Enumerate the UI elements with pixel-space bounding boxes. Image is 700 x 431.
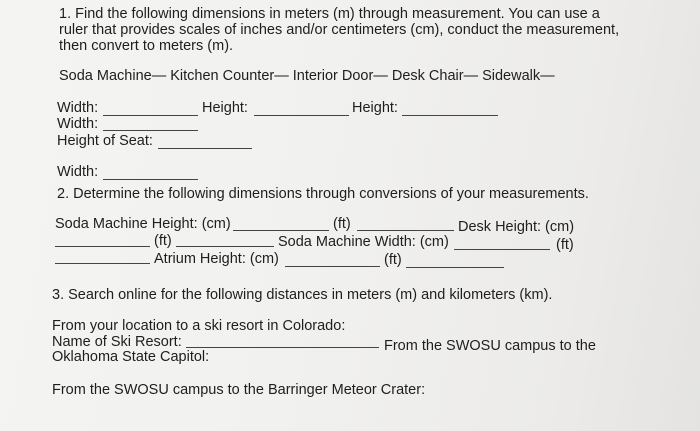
q2-ft-label-3: (ft) bbox=[556, 237, 574, 253]
q1-prompt-line-2: ruler that provides scales of inches and/or centimeters (cm), conduct the measurement, bbox=[59, 22, 620, 38]
q2-soda-height-ft-blank[interactable] bbox=[357, 230, 454, 231]
q3-ski-resort-from: From your location to a ski resort in Colorado: bbox=[52, 318, 346, 334]
q2-ft-label-1: (ft) bbox=[333, 216, 351, 232]
q3-ski-resort-name-blank[interactable] bbox=[186, 347, 379, 348]
q2-atrium-height-ft-blank[interactable] bbox=[406, 267, 504, 268]
q3-meteor-crater: From the SWOSU campus to the Barringer Meteor Crater: bbox=[52, 382, 426, 398]
q1-width-blank-3[interactable] bbox=[103, 179, 198, 180]
q1-height-label-1: Height: bbox=[202, 100, 248, 116]
q1-width-label-3: Width: bbox=[57, 164, 99, 180]
q2-desk-height-cm-label: Desk Height: (cm) bbox=[458, 219, 575, 235]
q2-soda-width-ft-blank[interactable] bbox=[55, 263, 150, 264]
q2-atrium-height-cm-blank[interactable] bbox=[285, 266, 380, 267]
q2-soda-height-cm-label: Soda Machine Height: (cm) bbox=[55, 216, 231, 232]
q1-width-label-1: Width: bbox=[57, 100, 99, 116]
q1-height-label-2: Height: bbox=[352, 100, 398, 116]
q1-seat-label: Height of Seat: bbox=[57, 133, 153, 149]
q2-ft-label-2: (ft) bbox=[154, 233, 172, 249]
q2-desk-height-cm-blank[interactable] bbox=[55, 246, 150, 247]
q3-prompt: 3. Search online for the following distances in meters (m) and kilometers (km). bbox=[52, 287, 553, 303]
q2-soda-height-cm-blank[interactable] bbox=[233, 230, 329, 231]
q3-capitol-line-2: Oklahoma State Capitol: bbox=[52, 349, 210, 365]
q2-ft-label-4: (ft) bbox=[384, 252, 402, 268]
q2-prompt: 2. Determine the following dimensions through conversions of your measurements. bbox=[57, 186, 589, 202]
q1-width-label-2: Width: bbox=[57, 116, 99, 132]
q3-capitol-line-1: From the SWOSU campus to the bbox=[384, 338, 596, 354]
q1-seat-blank[interactable] bbox=[158, 148, 252, 149]
q2-atrium-height-cm-label: Atrium Height: (cm) bbox=[154, 251, 279, 267]
q1-height-blank-1[interactable] bbox=[254, 115, 349, 116]
q1-object-list: Soda Machine— Kitchen Counter— Interior Door— Desk Chair— Sidewalk— bbox=[59, 68, 555, 84]
q1-prompt-line-3: then convert to meters (m). bbox=[59, 38, 234, 54]
q1-height-blank-2[interactable] bbox=[402, 115, 498, 116]
q1-prompt-line-1: 1. Find the following dimensions in meters (m) through measurement. You can use a bbox=[59, 6, 600, 22]
q1-width-blank-2[interactable] bbox=[103, 130, 198, 131]
q2-soda-width-cm-blank[interactable] bbox=[454, 249, 550, 250]
q2-desk-height-ft-blank[interactable] bbox=[176, 246, 274, 247]
q2-soda-width-cm-label: Soda Machine Width: (cm) bbox=[278, 234, 449, 250]
q3-ski-resort-name-label: Name of Ski Resort: bbox=[52, 334, 182, 350]
q1-width-blank-1[interactable] bbox=[103, 115, 198, 116]
